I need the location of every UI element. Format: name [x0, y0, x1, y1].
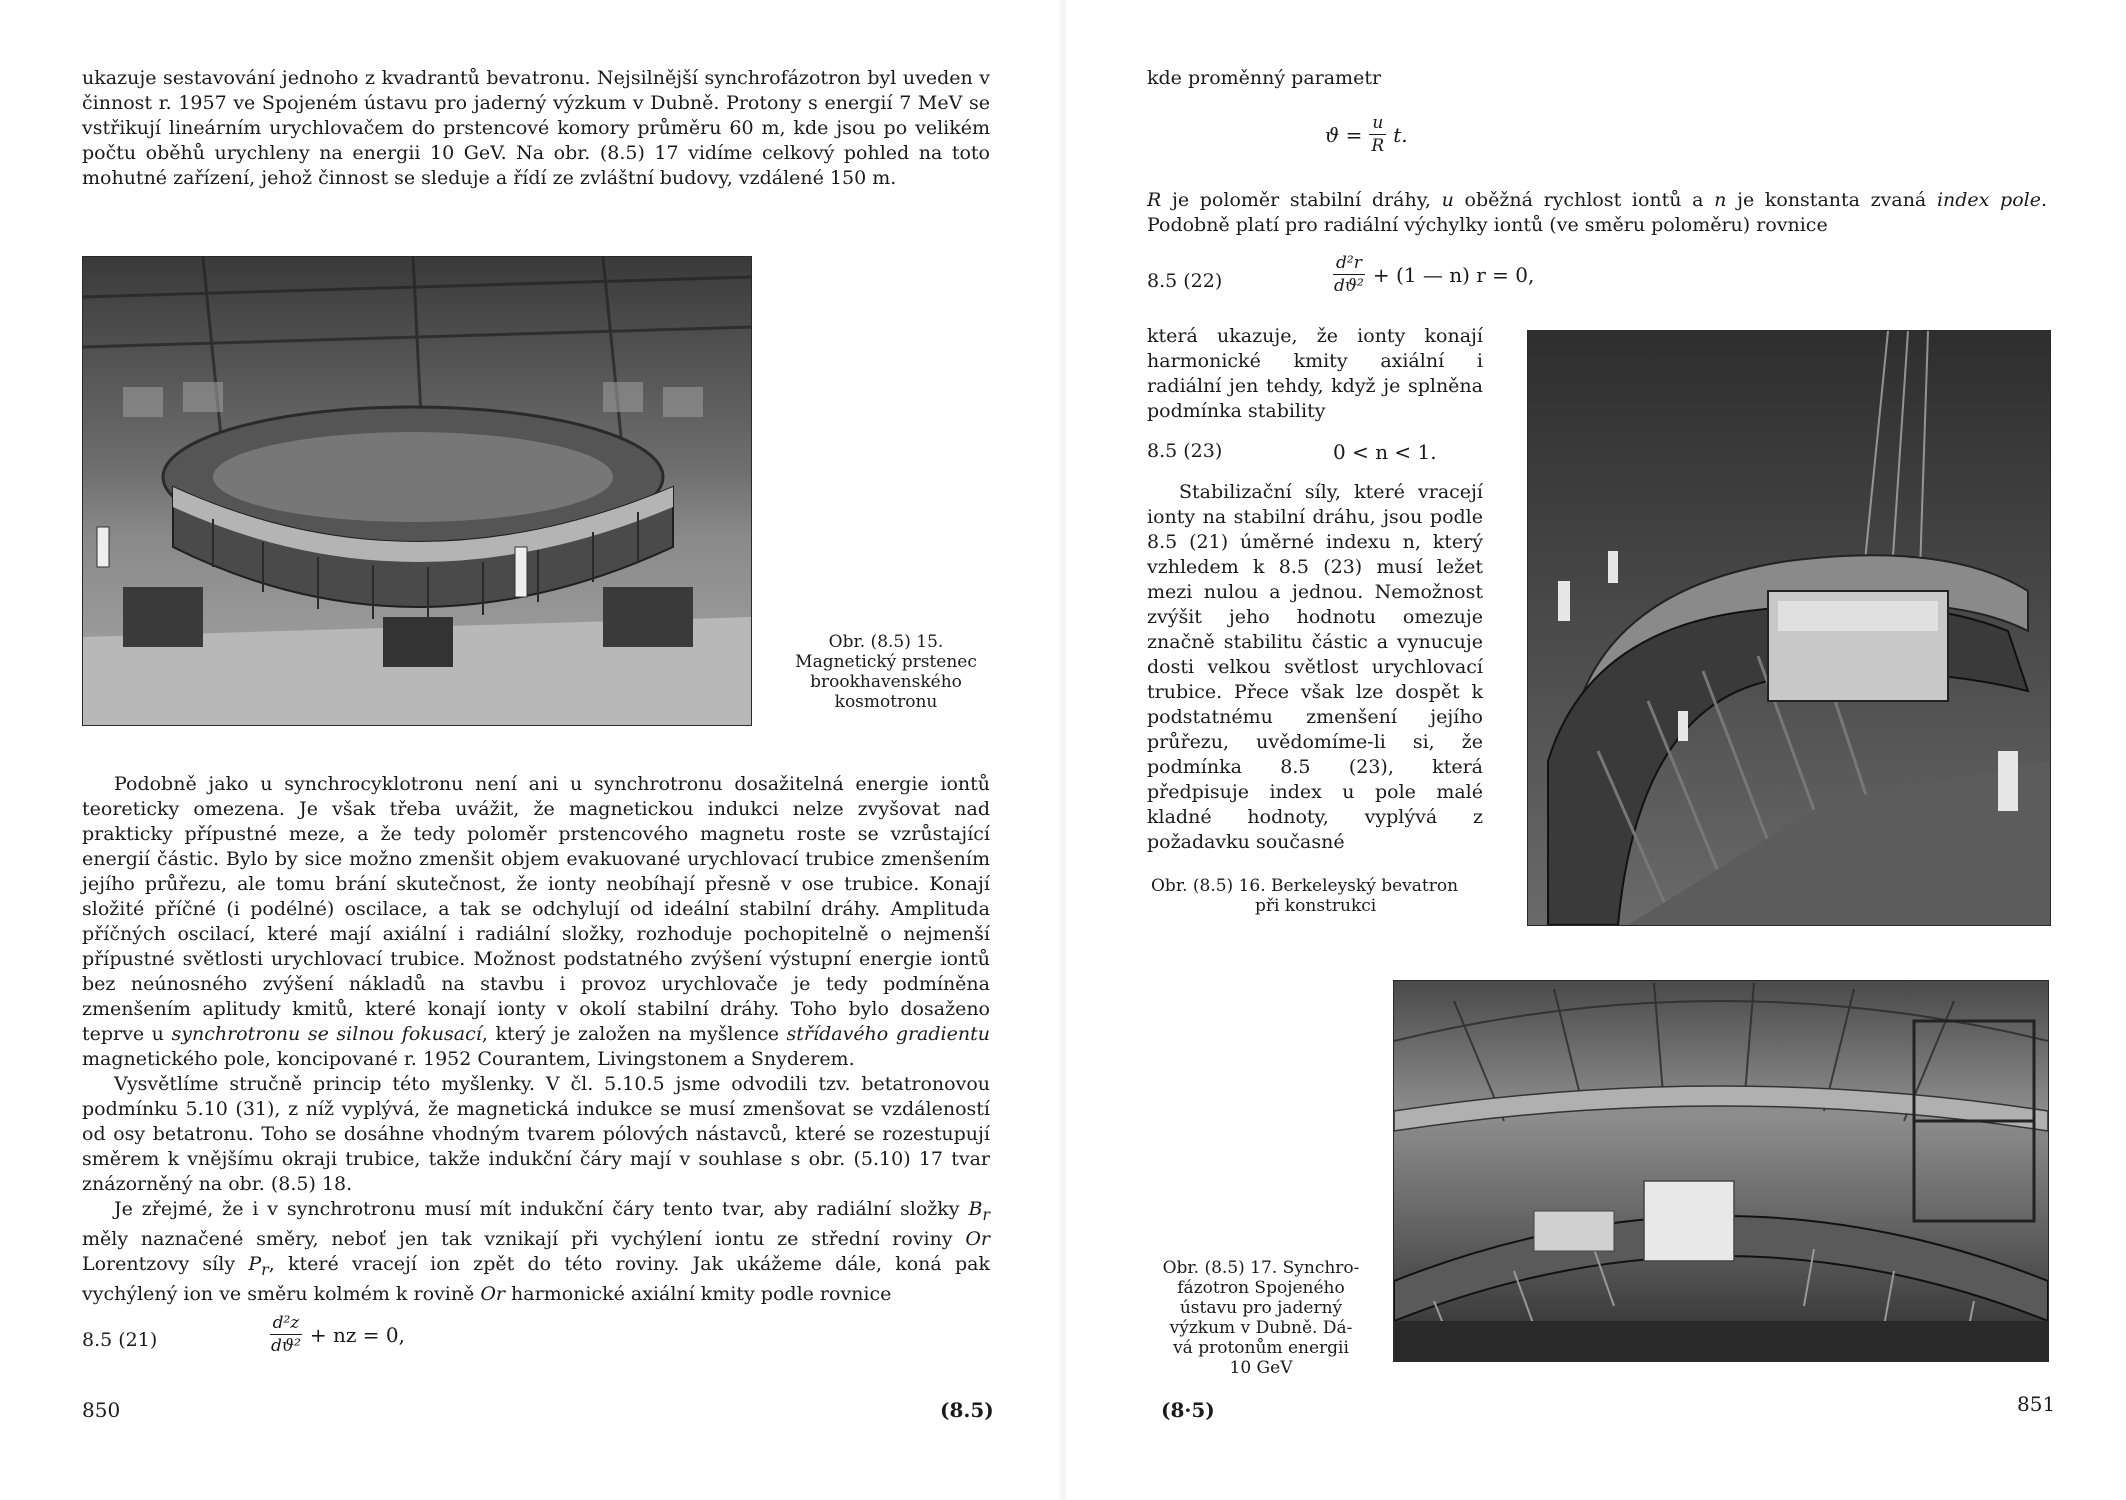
theta-denominator: R [1371, 136, 1385, 156]
symbol-or: Or [480, 1282, 506, 1305]
equation-22-fraction [1331, 252, 1367, 297]
theta-numerator: u [1369, 112, 1386, 135]
paragraph-stabilization-text: Stabilizační síly, které vracejí ionty na stabilní dráhu, jsou podle 8.5 (21) úměrné indexu n, který vzhledem k 8.5 (23) musí ležet mezi nulou a jednou. Nemožnost zvýšit jeho hodnotu omezuje značně stabilitu částic a vynucuje dosti velkou světlost urychlovací trubice. Přece však lze dospět k podstatnému zmenšení jejího průřezu, uvědomíme-li si, že podmínka 8.5 (23), která předpisuje index u pole malé kladné hodnoty, vyplývá z požadavku současné [1147, 481, 1483, 853]
term-alternating-gradient: střídavého gradientu [786, 1023, 990, 1045]
figure-15-caption-line: Magnetický prstenec [795, 652, 977, 672]
equation-23-body: 0 < n < 1. [1333, 440, 1437, 464]
figure-16-caption-line: Obr. (8.5) 16. Berkeleyský bevatron [1151, 876, 1459, 896]
section-marker-right: (8·5) [1161, 1398, 1215, 1422]
equation-21-numerator: d²z [270, 1312, 303, 1335]
intro-text: ukazuje sestavování jednoho z kvadrantů bevatronu. Nejsilnější synchrofázotron byl uveden v činnost r. 1957 ve Spojeném ústavu pro jaderný výzkum v Dubně. Protony s energií 7 MeV se vstřikují lineárním urychlovačem do prstencové komory průměru 60 m, kde jsou po velikém počtu oběhů urychleny na energii 10 GeV. Na obr. (8.5) 17 vidíme celkový pohled na toto mohutné zařízení, jehož činnost se sleduje a řídí ze zvláštní budovy, vzdálené 150 m. [82, 67, 990, 189]
paragraph-radius-text: R je poloměr stabilní dráhy, u oběžná rychlost iontů a n je konstanta zvaná index pole. Podobně platí pro radiální výchylky iontů (ve směru poloměru) rovnice [1147, 189, 2047, 236]
theta-rhs: t. [1393, 122, 1408, 147]
equation-22-label: 8.5 (22) [1147, 270, 1223, 292]
equation-21-denominator: dϑ² [271, 1336, 301, 1356]
term-strong-focusing: synchrotronu se silnou fokusací [171, 1023, 482, 1045]
figure-15-caption-line: brookhavenského [810, 672, 962, 692]
figure-16-photo [1527, 330, 2051, 926]
equation-22 [1325, 252, 1534, 297]
page-number-left: 850 [82, 1398, 121, 1422]
symbol-br: $B_r$ [968, 1198, 990, 1224]
equation-22-denominator: dϑ² [1334, 276, 1364, 296]
intro-paragraph [82, 66, 990, 191]
paragraph-3-b: měly naznačené směry, neboť jen tak vznikají při vychýlení iontu ze střední roviny [82, 1227, 966, 1250]
equation-21-rest: + nz = 0, [309, 1322, 405, 1347]
paragraph-3-d: , které vracejí ion zpět do této roviny. Jak ukážeme dále, koná pak vychýlený ion ve směru kolmém k rovině [82, 1252, 990, 1305]
equation-21-label: 8.5 (21) [82, 1329, 158, 1351]
paragraph-radius [1147, 188, 2047, 238]
figure-15-photo [82, 256, 752, 726]
paragraph-1-mid: , který je založen na myšlence [481, 1023, 787, 1045]
figure-16-caption [1151, 876, 1511, 916]
paragraph-betatron: Vysvětlíme stručně princip této myšlenky. V čl. 5.10.5 jsme odvodili tzv. betatronovou podmínku 5.10 (31), z níž vyplývá, že magnetická indukce se musí zmenšovat se vzdáleností od osy betatronu. Toho se dosáhne vhodným tvarem pólových nástavců, které se rozestupují směrem k vnějšímu okraji trubice, takže indukční čáry mají v souhlase s obr. (5.10) 17 tvar znázorněný na obr. (8.5) 18. [82, 1073, 990, 1195]
paragraph-3-e: harmonické axiální kmity podle rovnice [505, 1282, 892, 1305]
paragraph-synchrotron [82, 772, 990, 1072]
theta-equation [1325, 112, 1408, 157]
figure-16-caption-line: při konstrukci [1255, 896, 1377, 916]
right-page [1063, 0, 2126, 1500]
paragraph-harmonic-text: která ukazuje, že ionty konají harmonické kmity axiální i radiální jen tehdy, když je splněna podmínka stability [1147, 325, 1483, 422]
symbol-or: Or [965, 1227, 990, 1250]
equation-22-numerator: d²r [1333, 252, 1365, 275]
main-text-left [82, 772, 990, 1307]
equation-21-fraction [268, 1312, 304, 1357]
figure-15-caption-line: Obr. (8.5) 15. [828, 632, 944, 652]
figure-17-caption [1147, 1258, 1375, 1378]
paragraph-1-end: magnetického pole, koncipované r. 1952 Courantem, Livingstonem a Snyderem. [82, 1048, 855, 1070]
paragraph-harmonic [1147, 324, 1483, 424]
figure-17-caption-line: ústavu pro jaderný [1179, 1298, 1343, 1318]
equation-22-rest: + (1 — n) r = 0, [1372, 262, 1535, 287]
figure-17-caption-line: 10 GeV [1229, 1358, 1293, 1378]
figure-17-caption-line: Obr. (8.5) 17. Synchro- [1162, 1258, 1360, 1278]
page-number-right: 851 [2017, 1392, 2056, 1416]
param-line [1147, 66, 1747, 91]
paragraph-stabilization [1147, 480, 1483, 855]
figure-17-caption-line: výzkum v Dubně. Dá- [1169, 1318, 1353, 1338]
figure-15-caption-line: kosmotronu [834, 692, 938, 712]
section-marker-left: (8.5) [940, 1398, 994, 1422]
figure-17-caption-line: fázotron Spojeného [1177, 1278, 1345, 1298]
equation-21 [262, 1312, 405, 1357]
param-line-text: kde proměnný parametr [1147, 67, 1382, 89]
theta-lhs: ϑ = [1325, 122, 1363, 147]
figure-17-caption-line: vá protonům energii [1173, 1338, 1349, 1358]
equation-23 [1333, 440, 1437, 464]
equation-23-label: 8.5 (23) [1147, 440, 1223, 462]
term-field-index: index pole. [1936, 189, 2047, 211]
figure-17-photo [1393, 980, 2049, 1362]
paragraph-3-a: Je zřejmé, že i v synchrotronu musí mít indukční čáry tento tvar, aby radiální složky [114, 1198, 969, 1220]
paragraph-induction-lines [82, 1197, 990, 1307]
theta-fraction [1368, 112, 1387, 157]
symbol-pr: $P_r$ [248, 1252, 269, 1279]
paragraph-3-c: Lorentzovy síly [82, 1252, 249, 1275]
paragraph-1-text: Podobně jako u synchrocyklotronu není ani u synchrotronu dosažitelná energie iontů teoreticky omezena. Je však třeba uvážit, že magnetickou indukci nelze zvyšovat nad prakticky přípustné meze, a že tedy poloměr prstencového magnetu roste se vzrůstající energií částic. Bylo by sice možno zmenšit objem evakuované urychlovací trubice zmenšením jejího průřezu, ale tomu brání skutečnost, že ionty neobíhají přesně v ose trubice. Konají složité příčné (i podélné) oscilace, a tak se odchylují od ideální stabilní dráhy. Amplituda příčných oscilací, které mají axiální i radiální složky, rozhoduje pochopitelně o nejmenší přípustné světlosti urychlovací trubice. Možnost podstatného zvýšení výstupní energie iontů bez neúnosného zvýšení nákladů na stavbu i provoz urychlovače je tedy podmíněna zmenšením aplitudy kmitů, které konají ionty v okolí stabilní dráhy. Toho bylo dosaženo teprve u [82, 773, 990, 1045]
figure-15-caption [770, 632, 1002, 712]
